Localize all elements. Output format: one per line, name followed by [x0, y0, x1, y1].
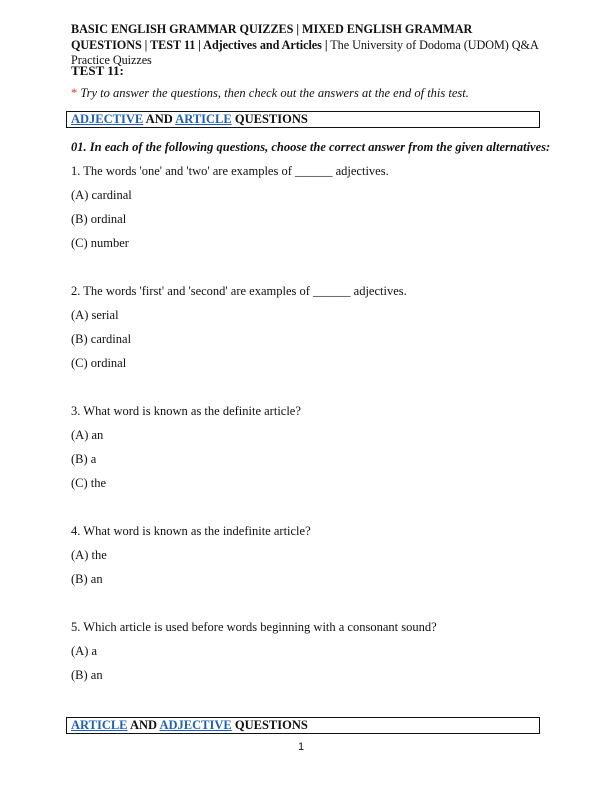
adjective-link[interactable]: ADJECTIVE: [71, 112, 144, 126]
option-2a: (A) serial: [71, 308, 119, 322]
document-title: [71, 22, 541, 69]
option-3c: (C) the: [71, 476, 107, 490]
banner-and-bottom: AND: [127, 718, 160, 732]
option-5a: (A) a: [71, 644, 98, 658]
option-4b: (B) an: [71, 572, 103, 586]
question-4: 4. What word is known as the indefinite article?: [71, 524, 311, 538]
page-number: 1: [298, 741, 305, 753]
question-instruction: 01. In each of the following questions, choose the correct answer from the given alternatives:: [71, 140, 551, 154]
title-subtitle: The University of Dodoma (UDOM) Q&A Practice Quizzes: [71, 37, 539, 67]
title-bold: BASIC ENGLISH GRAMMAR QUIZZES | MIXED ENGLISH GRAMMAR QUESTIONS | TEST 11 | Adjectives and Articles |: [71, 22, 473, 52]
option-2b: (B) cardinal: [71, 332, 132, 346]
question-1: 1. The words 'one' and 'two' are examples of ______ adjectives.: [71, 164, 389, 178]
article-link[interactable]: ARTICLE: [175, 112, 232, 126]
option-3b: (B) a: [71, 452, 97, 466]
banner-tail: QUESTIONS: [231, 112, 308, 126]
article-link-bottom[interactable]: ARTICLE: [71, 718, 128, 732]
section-banner-top: [66, 111, 540, 128]
note-text: Try to answer the questions, then check out the answers at the end of this test.: [77, 86, 469, 100]
adjective-link-bottom[interactable]: ADJECTIVE: [159, 718, 232, 732]
note-star: *: [71, 86, 78, 100]
question-3: 3. What word is known as the definite article?: [71, 404, 301, 418]
option-1c: (C) number: [71, 236, 129, 250]
option-5b: (B) an: [71, 668, 103, 682]
banner-tail-bottom: QUESTIONS: [231, 718, 308, 732]
option-1a: (A) cardinal: [71, 188, 132, 202]
option-3a: (A) an: [71, 428, 104, 442]
option-1b: (B) ordinal: [71, 212, 127, 226]
instructions-note: [71, 86, 469, 101]
option-4a: (A) the: [71, 548, 107, 562]
option-2c: (C) ordinal: [71, 356, 127, 370]
banner-and: AND: [143, 112, 176, 126]
question-2: 2. The words 'first' and 'second' are examples of ______ adjectives.: [71, 284, 407, 298]
test-label: TEST 11:: [71, 63, 124, 78]
question-5: 5. Which article is used before words beginning with a consonant sound?: [71, 620, 437, 634]
section-banner-bottom: [66, 717, 540, 734]
